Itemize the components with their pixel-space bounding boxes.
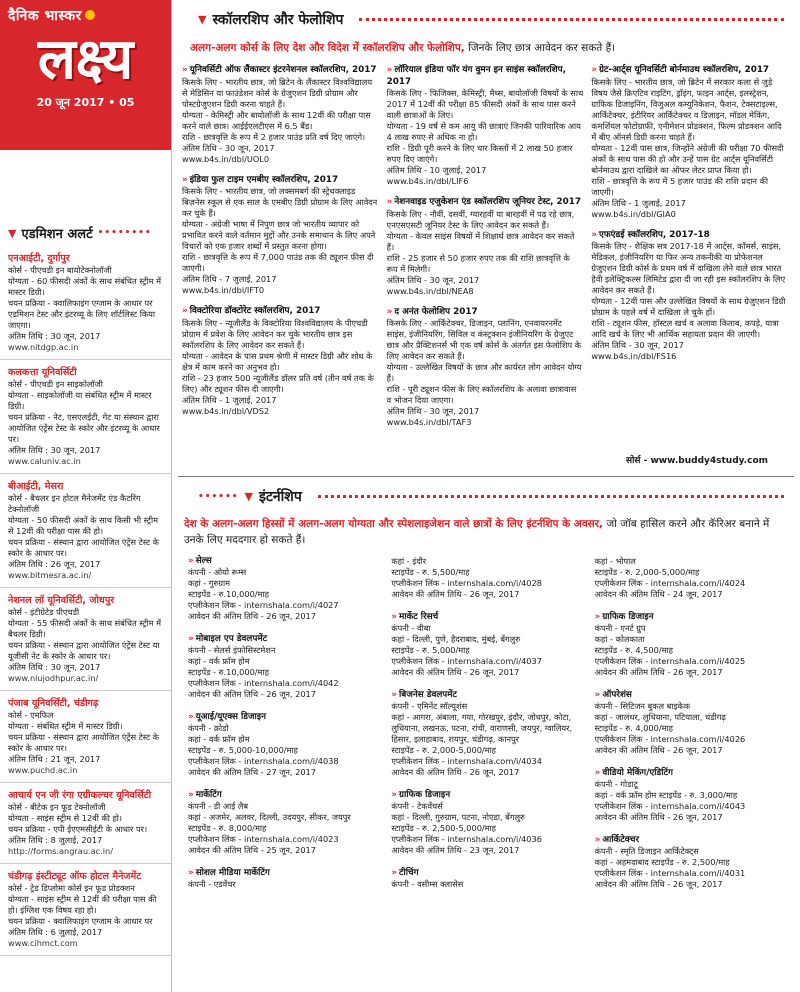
admission-item [0,252,171,360]
internship-detail: कहां - वर्क फ्रॉम होम [188,656,250,666]
internship-title: » यूआई/यूएक्स डिजाइन [188,712,381,723]
internship-detail: स्टाइपेंड - रु. 4,000/माह [594,723,673,733]
scholarship-who: किसके लिए - न्यूजीलैंड के विक्टोरिया विश्वविद्यालय के पीएचडी प्रोग्राम में प्रवेश के लिए आवेदन कर चुके भारतीय छात्र इस स्कॉलरशिप के लिए आवेदन कर सकते हैं। [182,317,368,350]
scholarship-title: » द अनंत फेलोशिप 2017 [387,307,584,319]
internship-intro [184,516,790,548]
scholarship-amount: राशि - छात्रवृत्ति के रूप में 5 हजार पाउंड की राशि प्रदान की जाएगी। [591,175,768,197]
admission-deadline: अंतिम तिथि : 26 जून, 2017 [8,559,101,569]
source-credit: सोर्स - www.buddy4study.com [625,456,768,466]
scholarship-item [387,197,584,297]
internship-title: » आर्किटेक्चर [595,835,788,846]
scholarship-elig: योग्यता - केवल साइंस विषयों में शिक्षार्थ छात्र आवेदन कर सकते हैं। [386,230,575,252]
scholarship-title: » लॉरियाल इंडिया फॉर यंग वुमन इन साइंस स्कॉलरशिप, 2017 [387,65,584,88]
scholarship-title: » एफएंडई स्कॉलरशिप, 2017-18 [591,230,788,242]
triangle-icon: ▼ [244,490,253,503]
admission-item [0,789,171,864]
scholarship-columns [178,65,794,463]
admission-url: www.nitdgp.ac.in [8,342,79,352]
scholarship-amount: राशि - डिग्री पूरी करने के लिए चार किस्तों में 2 लाख 50 हजार रुपए दिए जाएंगे। [386,143,573,164]
internship-detail: कहां - वर्क फ्रॉम होम [188,734,250,744]
internship-detail: एप्लीकेशन लिंक - internshala.com/i/4036 [391,834,542,844]
internship-detail: स्टाइपेंड - रु. 5,000-10,000/माह [188,745,298,755]
admission-course: कोर्स - पीएचडी इन बायोटेक्नोलॉजी [8,265,112,275]
supplement-logo: लक्ष्य [37,27,134,92]
internship-detail: कहां - इंदौर [391,556,427,566]
admission-eligibility: योग्यता - साइंस स्ट्रीम से 12वीं की हो। [8,813,123,823]
admission-item [0,366,171,474]
internship-detail: कहां - भोपाल [594,556,636,566]
internship-detail: कंपनी - एनर्ट ग्रुप [594,623,646,633]
internship-detail: कंपनी - वसीम्स क्लासेस [391,879,464,889]
internship-detail: कंपनी - डी आई लैब [188,801,249,811]
internship-detail: स्टाइपेंड - रु. 4,500/माह [594,645,673,655]
admission-course: कोर्स - बीटेक इन फूड टेक्नोलॉजी [8,802,106,812]
internship-column [188,556,381,902]
internship-title: » ग्राफिक डिजाइन [595,612,788,623]
scholarship-who: किसके लिए - भारतीय छात्र, जो ब्रिटेन के लैंकास्टर विश्वविद्यालय से मेडिसिन या फाउंडेशन कोर्स के ग्रेजुएशन डिग्री प्रोग्राम और पोस्टग्रेजुएशन डिग्री करना चाहते हैं। [182,76,373,109]
admission-url: www.cihmct.com [8,938,78,948]
intro-text: जिनके लिए छात्र आवेदन कर सकते हैं। [464,42,616,54]
internship-detail: एप्लीकेशन लिंक - internshala.com/i/4042 [188,678,339,688]
internship-detail: स्टाइपेंड - रु. 2,500-5,000/माह [391,823,497,833]
internship-detail: आवेदन की अंतिम तिथि - 26 जून, 2017 [391,589,520,599]
internship-detail: एप्लीकेशन लिंक - internshala.com/i/4038 [188,756,339,766]
internship-title: » सेल्स [188,556,381,567]
internship-item [595,768,788,823]
scholarship-who: किसके लिए - नौवीं, दसवीं, ग्यारहवीं या बारहवीं में पढ़ रहे छात्र, एनएसएसटी जूनियर टेस्ट के लिए आवेदन कर सकते हैं। [386,208,575,230]
scholarship-item [387,307,584,429]
institute-name: पंजाब यूनिवर्सिटी, चंडीगढ़ [8,698,99,709]
internship-item [595,835,788,890]
internship-detail: आवेदन की अंतिम तिथि - 26 जून, 2017 [594,667,723,677]
triangle-icon: ▼ [198,13,207,26]
internship-title: » बिजनेस डेवलपमेंट [391,690,584,701]
internship-detail: आवेदन की अंतिम तिथि - 26 जून, 2017 [594,879,723,889]
admission-selection: चयन प्रक्रिया - क्वालिफाइंग एग्जाम के आधार पर एडमिशन टेस्ट और इंटरव्यू के लिए शॉर्टलिस्ट किया जाएगा। [8,298,156,330]
internship-detail: कंपनी - क्रोडो [188,723,229,733]
internship-detail: एप्लीकेशन लिंक - internshala.com/i/4037 [391,656,542,666]
admission-url: www.nlujodhpur.ac.in/ [8,673,99,683]
admission-deadline: अंतिम तिथि : 21 जून, 2017 [8,754,101,764]
admission-url: http://forms.angrau.ac.in/ [8,846,113,856]
admission-item [0,697,171,783]
internship-item [188,556,381,622]
dotted-rule [318,495,784,498]
institute-name: नेशनल लॉ यूनिवर्सिटी, जोधपुर [8,595,115,606]
internship-detail: आवेदन की अंतिम तिथि - 26 जून, 2017 [594,812,723,822]
admission-item [0,594,171,691]
internship-detail: स्टाइपेंड - रु. 5,500/माह [391,567,470,577]
internship-heading-text: इंटर्नशिप [258,489,302,505]
internship-detail: कंपनी - एडवेंचर [188,879,236,889]
sun-icon [85,10,95,20]
scholarship-item [182,306,379,417]
scholarship-deadline: अंतिम तिथि - 30 जून, 2017 [386,274,480,285]
masthead [0,0,171,150]
internship-column [391,556,584,902]
scholarship-url: www.b4s.in/dbl/VDS2 [182,405,270,416]
internship-detail: एप्लीकेशन लिंक - internshala.com/i/4025 [594,656,746,666]
internship-detail: आवेदन की अंतिम तिथि - 26 जून, 2017 [188,689,316,699]
admission-list [0,252,171,956]
internship-detail: एप्लीकेशन लिंक - internshala.com/i/4023 [188,834,339,844]
intro-text: जो जॉब हासिल करने और कॅरिअर बनाने में उनके लिए मददगार हो सकते हैं। [184,518,770,546]
internship-detail: कंपनी - वीबा [391,623,431,633]
internship-heading [178,477,794,506]
admission-eligibility: योग्यता - 55 फीसदी अंकों के साथ संबंधित स्ट्रीम में बैचलर डिग्री। [8,618,162,639]
internship-detail: कंपनी - गोडाटू [594,779,638,789]
internship-detail: कहां - दिल्ली, पुणे, हैदराबाद, मुंबई, बेंगलुरु [391,634,521,644]
scholarship-heading-text: स्कॉलरशिप और फेलोशिप [212,12,344,28]
internship-detail: कहां - दिल्ली, गुरुग्राम, पटना, नोएडा, बेंगलुरु [391,812,525,822]
scholarship-who: किसके लिए - भारतीय छात्र, जो लक्समबर्ग की स्ट्रेथक्लाइड बिज़नेस स्कूल से एक साल के एमबीए डिग्री प्रोग्राम के लिए आवेदन कर चुके हैं। [182,186,378,218]
admission-item [0,870,171,956]
internship-detail: आवेदन की अंतिम तिथि - 26 जून, 2017 [188,611,316,621]
admission-heading [8,224,163,242]
admission-sidebar [0,0,172,992]
scholarship-title: » यूनिवर्सिटी ऑफ लैंकास्टर इंटरनेशनल स्कॉलरशिप, 2017 [182,65,379,77]
institute-name: कलकत्ता यूनिवर्सिटी [8,367,77,378]
internship-item [595,556,788,600]
scholarship-title: » इंडिया फुल टाइम एमबीए स्कॉलरशिप, 2017 [182,175,379,187]
intro-highlight: देश के अलग-अलग हिस्सों में अलग-अलग योग्यता और स्पेशलाइजेशन वाले छात्रों के लिए इंटर्नशिप के अवसर, [184,518,604,530]
dotted-rule-left: •••••• [198,491,239,502]
internship-detail: एप्लीकेशन लिंक - internshala.com/i/4027 [188,600,339,610]
internship-detail: कंपनी - ओयो रूम्स [188,567,247,577]
admission-deadline: अंतिम तिथि : 30 जून, 2017 [8,445,101,455]
admission-eligibility: योग्यता - साइंस स्ट्रीम से 12वीं की परीक्षा पास की हो। इंग्लिश एक विषय रहा हो। [8,894,157,915]
main-content [178,0,794,992]
internship-detail: एप्लीकेशन लिंक - internshala.com/i/4024 [594,578,746,588]
internship-item [188,790,381,856]
dotted-rule: •••••••• [97,228,152,238]
internship-title: » मोबाइल एप डेवलपमेंट [188,634,381,645]
internship-item [188,868,381,890]
internship-detail: कंपनी - टेकवेंचर्स [391,801,443,811]
admission-url: www.bitmesra.ac.in/ [8,570,92,580]
scholarship-elig: योग्यता - 19 वर्ष से कम आयु की छात्राएं जिनकी पारिवारिक आय 4 लाख रुपए से अधिक ना हो। [386,121,581,142]
scholarship-title: » ग्रेट-आर्ट्स यूनिवर्सिटी बोर्नमाउथ स्कॉलरशिप, 2017 [591,65,788,77]
admission-eligibility: योग्यता - 50 फीसदी अंकों के साथ किसी भी स्ट्रीम से 12वीं की परीक्षा पास की हो। [8,515,159,536]
internship-detail: कहां - कोलकाता [594,634,645,644]
admission-deadline: अंतिम तिथि : 8 जुलाई, 2017 [8,835,103,845]
institute-name: चंडीगढ़ इंस्टीट्यूट ऑफ होटल मैनेजमेंट [8,871,142,882]
internship-columns [178,556,794,902]
internship-detail: एप्लीकेशन लिंक - internshala.com/i/4026 [594,734,746,744]
internship-title: » ग्राफिक डिजाइन [391,790,584,801]
dotted-rule [359,18,784,21]
scholarship-item [591,230,788,363]
scholarship-amount: राशि - छात्रवृत्ति के रूप में 7,000 पाउंड तक की ट्यूशन फीस दी जाएगी। [182,252,374,273]
internship-detail: कंपनी - स्मृति डिजाइन आर्किटेक्ट्स [594,846,699,856]
scholarship-deadline: अंतिम तिथि - 1 जुलाई, 2017 [182,394,277,405]
internship-detail: एप्लीकेशन लिंक - internshala.com/i/4028 [391,578,542,588]
admission-course: कोर्स - एमफिल [8,710,54,720]
internship-item [391,790,584,856]
internship-detail: स्टाइपेंड - रु. 2,000-5,000/माह [391,745,497,755]
internship-title: » टीचिंग [391,868,584,879]
scholarship-url: www.b4s.in/dbl/NEA8 [386,285,474,296]
institute-name: आचार्य एन जी रंगा एग्रीकल्चर यूनिवर्सिटी [8,790,152,801]
admission-eligibility: योग्यता - 60 फीसदी अंकों के साथ संबंधित स्ट्रीम में मास्टर डिग्री। [8,276,162,297]
brand-logo-text: दैनिक भास्कर [8,6,163,25]
internship-detail: कहां - जालंधर, लुधियाना, पटियाला, चंडीगढ़ [594,712,726,722]
admission-course: कोर्स - बैचलर इन होटल मैनेजमेंट एंड कैटरिंग टेक्नोलॉजी [8,493,141,514]
scholarship-column [591,65,788,463]
internship-detail: स्टाइपेंड - रु.10,000/माह [188,589,269,599]
internship-detail: स्टाइपेंड - रु.10,000/माह [188,667,269,677]
internship-item [188,634,381,700]
internship-item [595,690,788,756]
scholarship-deadline: अंतिम तिथि - 30 जून, 2017 [386,406,480,416]
intro-highlight: अलग-अलग कोर्स के लिए देश और विदेश में स्कॉलरशिप और फेलोशिप, [190,42,465,54]
internship-detail: कहां - अजमेर, अलवर, दिल्ली, उदयपुर, सीकर, जयपुर [188,812,351,822]
scholarship-elig: योग्यता - अंग्रेजी भाषा में निपुण छात्र जो भारतीय व्यापार को प्रभावित करने वाले वर्तमान मुद्दों और उनके समाधान के लिए अपने विचारों को एक हजार शब्दों में प्रस्तुत करना होगा। [182,219,376,251]
admission-eligibility: योग्यता - साइकोलॉजी या संबंधित स्ट्रीम में मास्टर डिग्री। [8,390,152,411]
internship-detail: कहां - आगरा, अंबाला, गया, गोरखपुर, इंदौर, जोधपुर, कोटा, लुधियाना, लखनऊ, पटना, रांची, वाराणसी, जयपुर, ग्वालियर, हिसार, इलाहाबाद, रायपुर, चंडीगढ़, कानपुर [391,712,573,744]
scholarship-amount: राशि - 25 हजार से 50 हजार रुपए तक की राशि छात्रवृत्ति के रूप में मिलेगी। [386,252,570,274]
internship-detail: आवेदन की अंतिम तिथि - 26 जून, 2017 [391,767,520,777]
internship-detail: आवेदन की अंतिम तिथि - 26 जून, 2017 [391,667,520,677]
internship-detail: कहां - गुरुग्राम [188,578,231,588]
internship-detail: कहां - वर्क फ्रॉम होम स्टाइपेंड - रु. 3,000/माह [594,790,738,800]
scholarship-amount: राशि - 23 हजार 500 न्यूजीलैंड डॉलर प्रति वर्ष (तीन वर्ष तक के लिए) और ट्यूशन फीस दी जाएगी। [182,372,374,394]
admission-selection: चयन प्रक्रिया - संस्थान द्वारा आयोजित एंट्रेंस टेस्ट या यूजीसी नेट के स्कोर के आधार पर। [8,640,160,661]
scholarship-deadline: अंतिम तिथि - 1 जुलाई, 2017 [591,197,686,208]
internship-detail: कंपनी - सिटिजन बुकल बाइकेक [594,701,691,711]
internship-detail: आवेदन की अंतिम तिथि - 25 जून, 2017 [188,845,316,855]
admission-course: कोर्स - इंटीग्रेटेड पीएचडी [8,607,80,617]
admission-url: www.puchd.ac.in [8,765,78,775]
admission-eligibility: योग्यता - संबंधित स्ट्रीम में मास्टर डिग्री। [8,721,123,731]
scholarship-url: www.b4s.in/dbl/FS16 [591,351,677,361]
internship-column [595,556,788,902]
admission-deadline: अंतिम तिथि : 30 जून, 2017 [8,331,101,341]
internship-title: » ऑपरेशंस [595,690,788,701]
scholarship-elig: योग्यता - 12वीं पास छात्र, जिन्होंने अंग्रेजी की परीक्षा 70 फीसदी अंकों के साथ पास की हो और उन्हें पास ग्रेट आर्ट्स यूनिवर्सिटी बोर्नमाउथ द्वारा दाखिले का ऑफर लेटर प्राप्त किया हो। [591,142,784,175]
scholarship-elig: योग्यता - 12वीं पास और उल्लेखित विषयों के साथ ग्रेजुएशन डिग्री प्रोग्राम के पहले वर्ष में दाखिला ले चुके हों। [591,296,786,317]
scholarship-intro [190,41,790,55]
issue-date: 20 जून 2017 • 05 [36,96,135,109]
internship-detail: आवेदन की अंतिम तिथि - 26 जून, 2017 [594,745,723,755]
scholarship-who: किसके लिए - आर्किटेक्चर, डिजाइन, प्लानिंग, एनवायरनमेंट साइंस, इंजीनियरिंग, सिविल व कंस्ट्रक्शन इंजीनियरिंग के ग्रेजुएट छात्र और प्रैक्टिशनर्स भी एक वर्ष कोर्स के अंतर्गत इस फेलोशिप के लिए आवेदन कर सकते हैं। [386,318,581,361]
triangle-icon: ▼ [8,226,17,240]
admission-selection: चयन प्रक्रिया - संस्थान द्वारा आयोजित एंट्रेंस टेस्ट के स्कोर के आधार पर। [8,732,159,753]
scholarship-url: www.b4s.in/dbl/IFT0 [182,285,265,295]
institute-name: एनआईटी, दुर्गापुर [8,253,70,264]
scholarship-who: किसके लिए - शैक्षिक सत्र 2017-18 में आर्ट्स, कॉमर्स, साइंस, मेडिकल, इंजीनियरिंग या फिर अन्य तकनीकी या प्रोफेशनल ग्रेजुएशन डिग्री कोर्स के प्रथम वर्ष में दाखिला लेने वाले छात्र भारत हैवी इलेक्ट्रिकल्स लिमिटेड द्वारा दी जा रही इस स्कॉलरशिप के लिए आवेदन कर सकते हैं। [591,241,786,295]
admission-heading-text: एडमिशन अलर्ट [21,227,93,242]
scholarship-column [182,65,379,463]
internship-detail: एप्लीकेशन लिंक - internshala.com/i/4034 [391,756,542,766]
scholarship-elig: योग्यता - आवेदन के पास प्रथम श्रेणी में मास्टर डिग्री और शोध के क्षेत्र में काम करने का अनुभव हो। [182,350,373,372]
scholarship-url: www.b4s.in/dbl/UOL0 [182,153,270,164]
scholarship-elig: योग्यता - केमिस्ट्री और बायोलॉजी के साथ 12वीं की परीक्षा पास करने वाले छात्र। आईईएलटीएस में 6.5 बैंड। [182,109,371,131]
scholarship-url: www.b4s.in/dbl/GIA0 [591,208,676,219]
admission-url: www.caluniv.ac.in [8,456,81,466]
scholarship-amount: राशि - पूरी ट्यूशन फीस के लिए स्कॉलरशिप के अलावा छात्रावास व भोजन दिया जाएगा। [386,384,577,405]
scholarship-amount: राशि - ट्यूशन फीस, हॉस्टल खर्च व अलावा किताब, कपड़े, यात्रा आदि खर्च के लिए भी आर्थिक सहायता प्रदान की जाएगी। [591,318,779,339]
scholarship-deadline: अंतिम तिथि - 7 जुलाई, 2017 [182,274,277,284]
internship-item [391,556,584,600]
internship-item [595,612,788,678]
scholarship-item [591,65,788,220]
internship-detail: कहां - अहमदाबाद स्टाइपेंड - रु. 2,500/माह [594,857,730,867]
internship-detail: स्टाइपेंड - रु. 5,000/माह [391,645,470,655]
scholarship-who: किसके लिए - भारतीय छात्र, जो ब्रिटेन में सरकार कला से जुड़े विषय जैसे क्रिएटिव राइटिंग, ड्रॉइंग, फाइन आर्ट्स, इलस्ट्रेशन, ग्राफिक डिजाइनिंग, विजुअल कम्युनिकेशन, फैशन, टेक्सटाइल्स, आर्किटेक्चर, इंटीरियर आर्किटेक्चर व डिजाइन, मॉडल मेकिंग, कमर्शियल फोटोग्राफी, एनीमेशन प्रोडक्शन, फिल्म प्रोडक्शन आदि में बीए ऑनर्स डिग्री करना चाहते हैं। [591,76,782,142]
internship-title: » वीडियो मेकिंग/एडिटिंग [595,768,788,779]
internship-item [391,612,584,678]
internship-detail: कंपनी - एमिनेंट सॉल्यूशंस [391,701,468,711]
scholarship-url: www.b4s.in/dbl/LIF6 [386,176,469,186]
admission-course: कोर्स - पीएचडी इन साइकोलॉजी [8,379,103,389]
internship-title: » मार्केट रिसर्च [391,612,584,623]
admission-selection: चयन प्रक्रिया - नेट, एसएलईटी, गेट या संस्थान द्वारा आयोजित एंट्रेंस टेस्ट के स्कोर और इंटरव्यू के आधार पर। [8,412,160,444]
scholarship-elig: योग्यता - उल्लेखित विषयों के छात्र और कार्यरत लोग आवेदन योग्य हैं। [386,362,582,383]
internship-detail: स्टाइपेंड - रु. 2,000-5,000/माह [594,567,700,577]
internship-detail: स्टाइपेंड - रु. 8,000/माह [188,823,267,833]
admission-selection: चयन प्रक्रिया - एपी ईएएमसीईटी के आधार पर। [8,824,148,834]
scholarship-amount: राशि - छात्रवृत्ति के रूप में 2 हजार पाउंड प्रति वर्ष दिए जाएंगे। [182,131,366,142]
admission-deadline: अंतिम तिथि : 6 जुलाई, 2017 [8,927,103,937]
internship-detail: आवेदन की अंतिम तिथि - 24 जून, 2017 [594,589,723,599]
scholarship-title: » विक्टोरिया डॉक्टोरेट स्कॉलरशिप, 2017 [182,306,379,318]
internship-detail: आवेदन की अंतिम तिथि - 27 जून, 2017 [188,767,316,777]
internship-detail: आवेदन की अंतिम तिथि - 23 जून, 2017 [391,845,520,855]
scholarship-url: www.b4s.in/dbl/TAF3 [386,417,472,427]
internship-title: » सोशल मीडिया मार्केटिंग [188,868,381,879]
scholarship-item [387,65,584,187]
scholarship-deadline: अंतिम तिथि - 10 जुलाई, 2017 [386,165,487,175]
admission-selection: चयन प्रक्रिया - क्वालिफाइंग एग्जाम के आधार पर [8,916,153,926]
scholarship-item [182,175,379,297]
admission-course: कोर्स - ट्रेड डिप्लोमा कोर्स इन फूड प्रोडक्शन [8,883,135,893]
internship-item [391,690,584,778]
scholarship-title: » नेशनवाइड एजुकेशन एंड स्कॉलरशिप जूनियर टेस्ट, 2017 [387,197,584,209]
admission-item [0,480,171,588]
internship-detail: एप्लीकेशन लिंक - internshala.com/i/4031 [594,868,746,878]
institute-name: बीआईटी, मेसरा [8,481,64,492]
scholarship-column [387,65,584,463]
scholarship-item [182,65,379,165]
internship-item [188,712,381,778]
scholarship-deadline: अंतिम तिथि - 30 जून, 2017 [182,142,275,153]
internship-title: » मार्केटिंग [188,790,381,801]
admission-selection: चयन प्रक्रिया - संस्थान द्वारा आयोजित एंट्रेंस टेस्ट के स्कोर के आधार पर। [8,537,159,558]
scholarship-who: किसके लिए - फिजिक्स, केमिस्ट्री, मैथ्स, बायोलॉजी विषयों के साथ 2017 में 12वीं की परीक्षा 85 फीसदी अंकों के साथ पास करने वाली छात्राओं के लिए। [386,88,584,120]
admission-deadline: अंतिम तिथि : 30 जून, 2017 [8,662,101,672]
scholarship-deadline: अंतिम तिथि - 30 जून, 2017 [591,340,684,350]
scholarship-heading [178,0,794,29]
internship-item [391,868,584,890]
internship-detail: एप्लीकेशन लिंक - internshala.com/i/4043 [594,801,746,811]
internship-detail: कंपनी - सेलर्स इंफोसिस्टमेशन [188,645,276,655]
